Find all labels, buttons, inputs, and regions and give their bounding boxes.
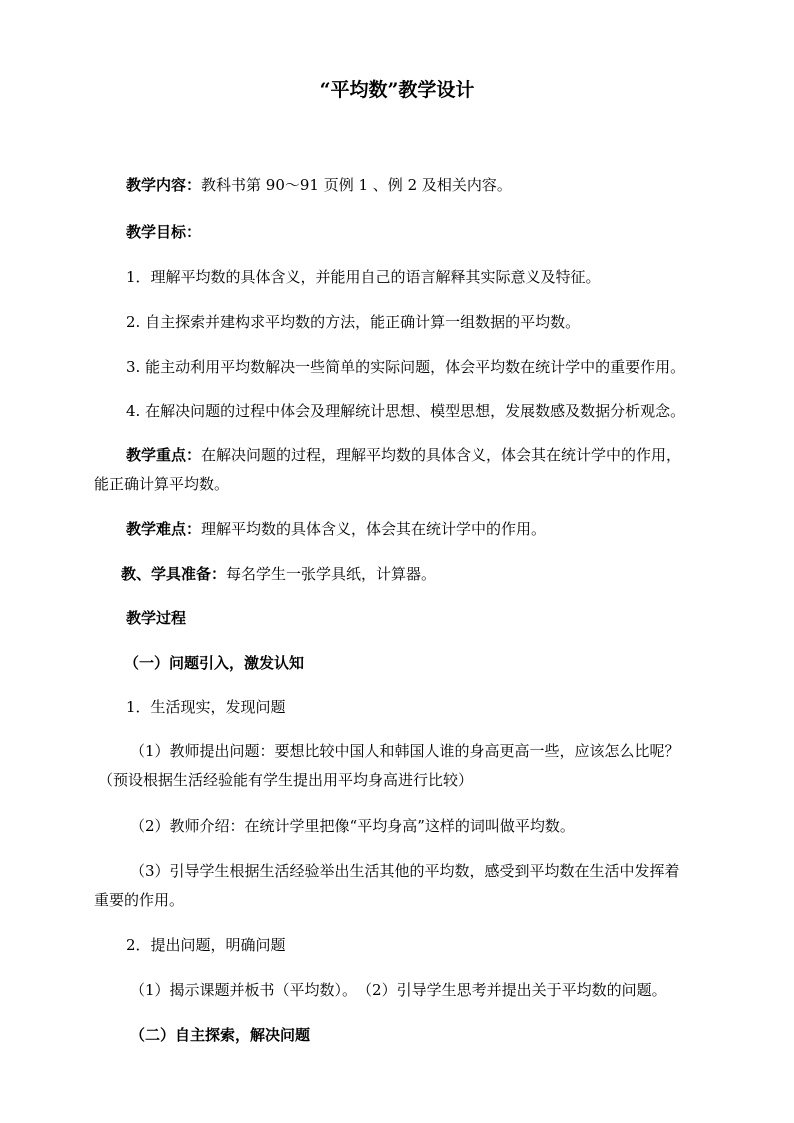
- key-points-text: 在解决问题的过程，理解平均数的具体含义，体会其在统计学中的作用，: [201, 446, 682, 464]
- key-points-continuation: 能正确计算平均数。: [94, 475, 230, 493]
- preparation-line: [121, 563, 436, 585]
- sub2-heading: 2．提出问题，明确问题: [126, 936, 286, 954]
- difficulties-text: 理解平均数的具体含义，体会其在统计学中的作用。: [201, 520, 547, 538]
- goal-item-3: 3. 能主动利用平均数解决一些简单的实际问题，体会平均数在统计学中的重要作用。: [126, 358, 686, 376]
- sub1-item3-line2: 重要的作用。: [94, 891, 185, 909]
- sub1-heading: 1．生活现实，发现问题: [126, 698, 286, 716]
- sub2-item: （1）揭示课题并板书（平均数）。 （2）引导学生思考并提出关于平均数的问题。: [130, 981, 667, 999]
- document-title: “平均数”教学设计: [319, 79, 475, 101]
- key-points-label: 教学重点：: [126, 446, 202, 464]
- goal-item-4: 4. 在解决问题的过程中体会及理解统计思想、模型思想，发展数感及数据分析观念。: [126, 402, 686, 420]
- sub1-item1-line2: （预设根据生活经验能有学生提出用平均身高进行比较）: [98, 771, 474, 789]
- section2-heading: （二）自主探索，解决问题: [130, 1026, 311, 1044]
- teaching-content-text: 教科书第 90～91 页例 1 、例 2 及相关内容。: [201, 176, 512, 194]
- teaching-content-line: [126, 174, 512, 196]
- teaching-content-label: 教学内容：: [126, 176, 202, 194]
- goal-item-1: 1．理解平均数的具体含义，并能用自己的语言解释其实际意义及特征。: [126, 268, 601, 286]
- sub1-item3-line1: （3）引导学生根据生活经验举出生活其他的平均数，感受到平均数在生活中发挥着: [130, 862, 680, 880]
- preparation-text: 每名学生一张学具纸，计算器。: [226, 565, 437, 583]
- sub1-item1-line1: （1）教师提出问题：要想比较中国人和韩国人谁的身高更高一些，应该怎么比呢？: [130, 742, 680, 760]
- section1-heading: （一）问题引入，激发认知: [124, 654, 305, 672]
- sub1-item2: （2）教师介绍：在统计学里把像“平均身高”这样的词叫做平均数。: [130, 817, 575, 835]
- difficulties-line: [126, 518, 546, 540]
- teaching-goals-label: 教学目标：: [126, 223, 202, 241]
- goal-item-2: 2. 自主探索并建构求平均数的方法，能正确计算一组数据的平均数。: [126, 313, 581, 331]
- process-heading: 教学过程: [126, 609, 187, 627]
- preparation-label: 教、学具准备：: [121, 565, 227, 583]
- key-points-line: [126, 444, 681, 466]
- difficulties-label: 教学难点：: [126, 520, 202, 538]
